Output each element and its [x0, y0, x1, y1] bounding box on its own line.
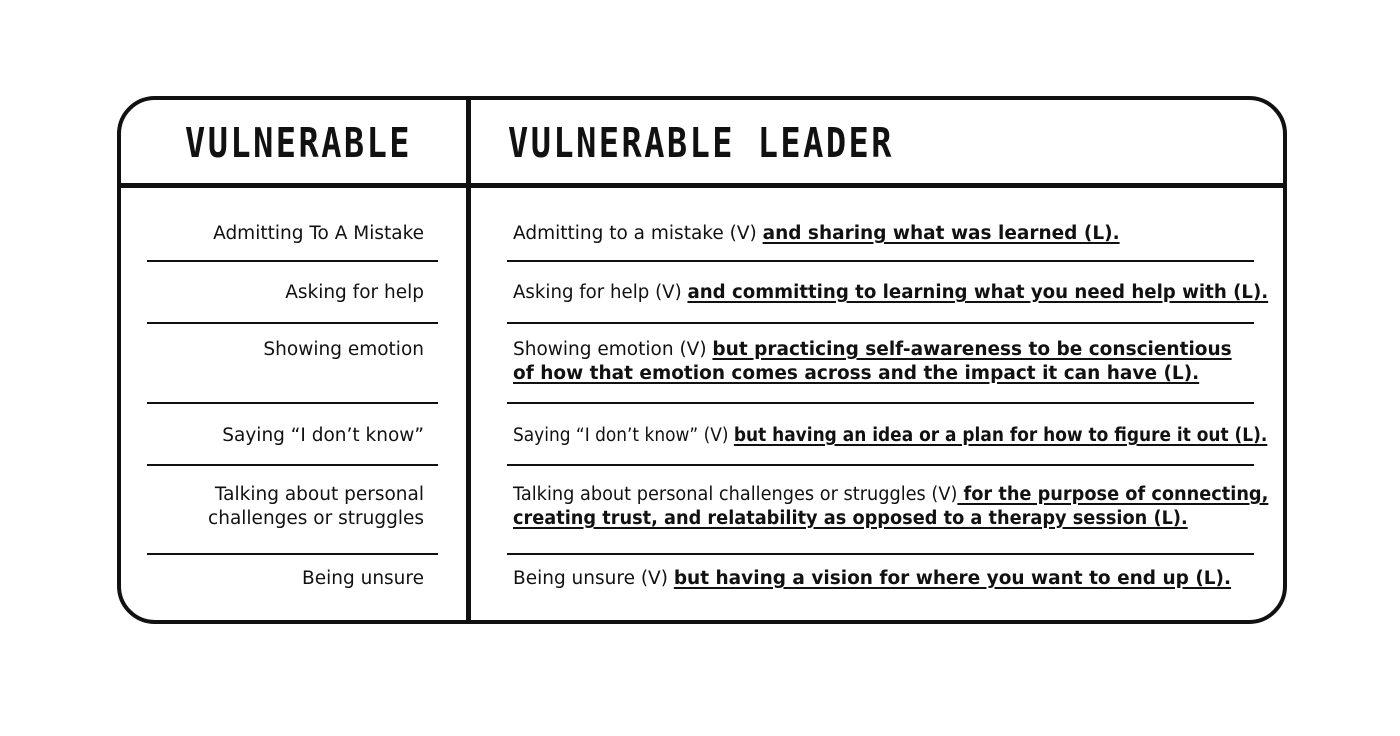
leader-plain-text: Asking for help (V)	[513, 282, 688, 303]
leader-bold-text: creating trust, and relatability as opposed to a therapy session (L).	[513, 508, 1188, 529]
leader-line	[513, 507, 1268, 531]
leader-bold-text: but having an idea or a plan for how to figure it out (L).	[733, 425, 1268, 446]
leader-bold-text: and committing to learning what you need help with (L).	[687, 282, 1269, 303]
vulnerable-cell	[208, 483, 424, 531]
leader-line	[513, 483, 1268, 507]
leader-plain-text: Showing emotion (V)	[513, 339, 713, 360]
leader-cell	[513, 222, 1120, 246]
leader-cell	[513, 424, 1267, 448]
vulnerable-cell	[285, 281, 424, 305]
leader-bold-text: and sharing what was learned (L).	[762, 223, 1120, 244]
header-divider	[117, 183, 1287, 188]
row-separator	[507, 464, 1254, 466]
leader-plain-text: Talking about personal challenges or struggles (V)	[513, 484, 958, 505]
leader-line	[513, 338, 1232, 362]
vulnerable-text: Talking about personal	[214, 484, 424, 505]
leader-plain-text: Admitting to a mistake (V)	[513, 223, 763, 244]
row-separator	[147, 260, 438, 262]
vulnerable-cell	[222, 424, 424, 448]
vulnerable-text: Asking for help	[285, 282, 424, 303]
vulnerable-cell	[213, 222, 424, 246]
vulnerable-text: Admitting To A Mistake	[213, 223, 424, 244]
leader-bold-text: of how that emotion comes across and the impact it can have (L).	[513, 363, 1200, 384]
row-separator	[507, 322, 1254, 324]
leader-bold-text: but having a vision for where you want to end up (L).	[673, 568, 1232, 589]
leader-line	[513, 362, 1232, 386]
row-separator	[507, 402, 1254, 404]
row-separator	[147, 464, 438, 466]
leader-bold-text: for the purpose of connecting,	[957, 484, 1269, 505]
column-header-vulnerable: VULNERABLE	[185, 119, 413, 167]
row-separator	[507, 553, 1254, 555]
row-separator	[147, 322, 438, 324]
leader-cell	[513, 567, 1231, 591]
column-header-vulnerable-leader: VULNERABLE LEADER	[508, 119, 894, 167]
leader-cell	[513, 483, 1268, 531]
vulnerable-text: Saying “I don’t know”	[222, 425, 424, 446]
leader-bold-text: but practicing self-awareness to be conscientious	[712, 339, 1232, 360]
leader-line	[513, 424, 1267, 448]
row-separator	[147, 402, 438, 404]
leader-cell	[513, 281, 1268, 305]
leader-line	[513, 567, 1231, 591]
vulnerable-text: Showing emotion	[263, 339, 424, 360]
column-divider	[466, 96, 471, 624]
vulnerable-text: Being unsure	[302, 568, 424, 589]
vulnerable-text: challenges or struggles	[208, 508, 424, 529]
vulnerable-cell	[302, 567, 424, 591]
row-separator	[507, 260, 1254, 262]
leader-line	[513, 281, 1268, 305]
leader-plain-text: Being unsure (V)	[513, 568, 674, 589]
vulnerable-cell	[263, 338, 424, 362]
row-separator	[147, 553, 438, 555]
leader-cell	[513, 338, 1232, 386]
leader-line	[513, 222, 1120, 246]
leader-plain-text: Saying “I don’t know” (V)	[513, 425, 734, 446]
